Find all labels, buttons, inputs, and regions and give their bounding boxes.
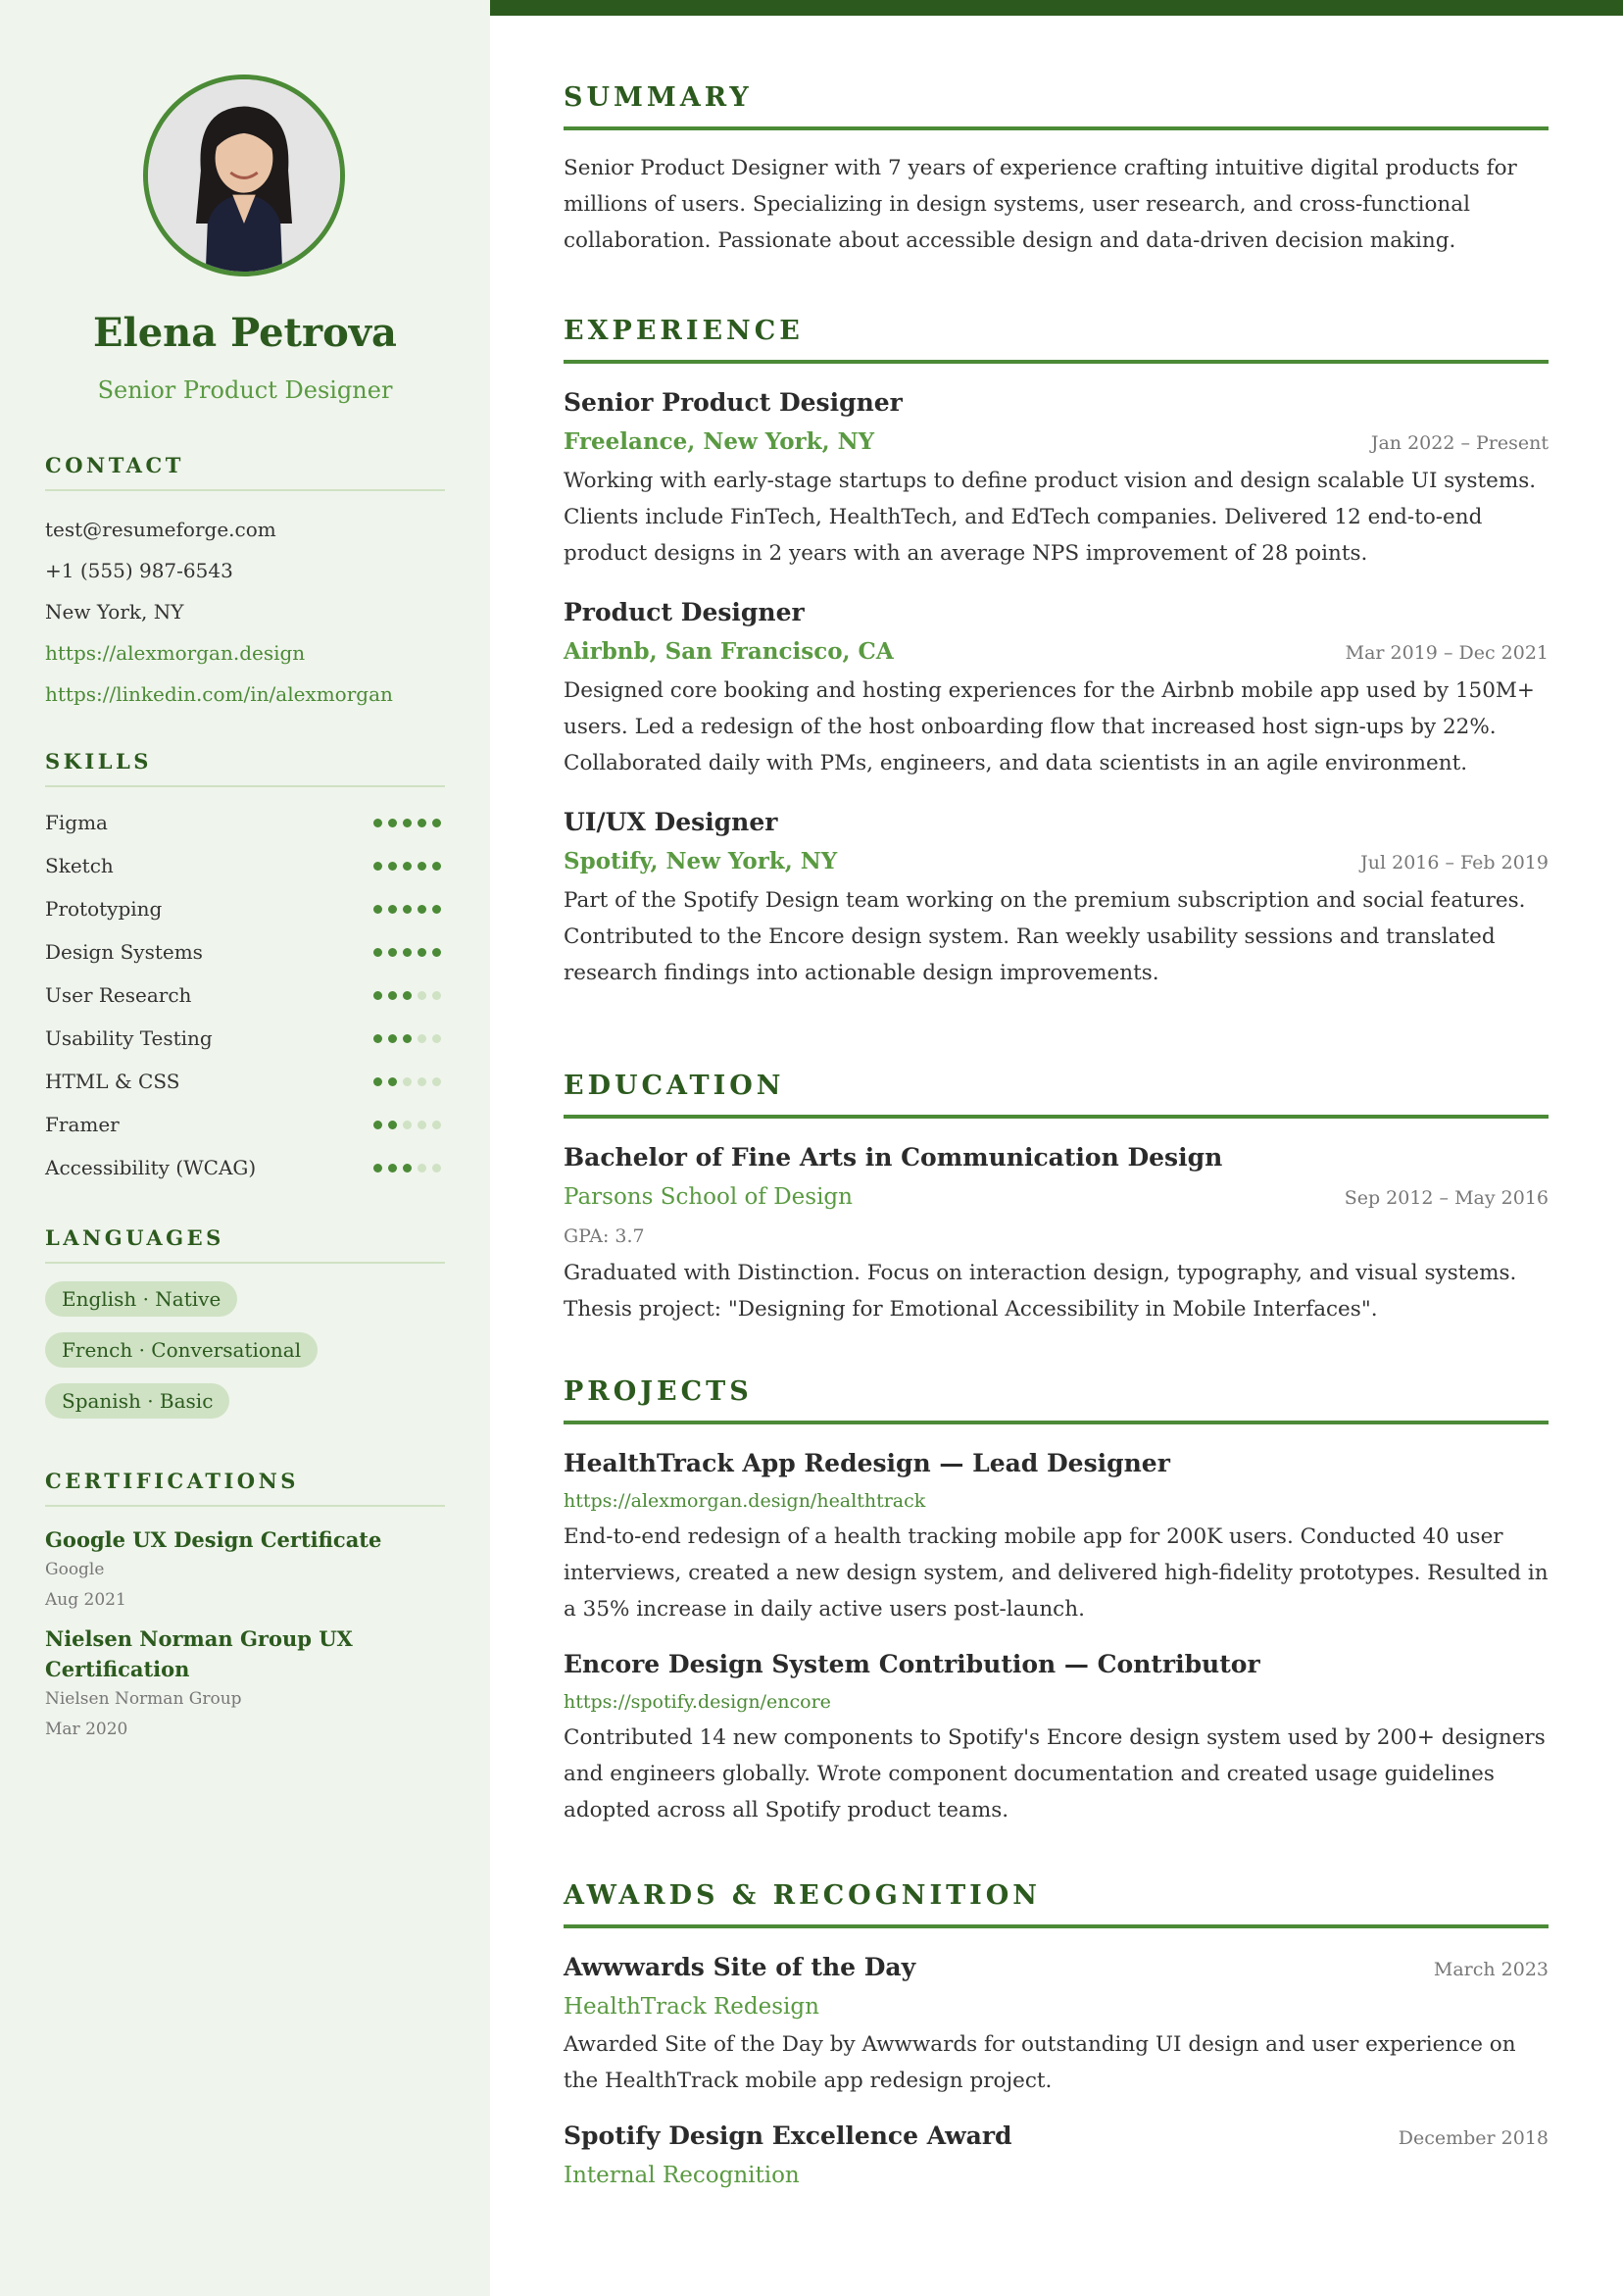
project-title: HealthTrack App Redesign — Lead Designer bbox=[564, 1449, 1170, 1477]
rating-dot-filled-icon bbox=[418, 905, 426, 914]
sidebar bbox=[0, 0, 490, 2296]
skill-rating bbox=[373, 862, 441, 871]
certification-item bbox=[45, 1524, 445, 1616]
language-pill: Spanish · Basic bbox=[45, 1383, 229, 1419]
rating-dot-empty-icon bbox=[418, 1121, 426, 1129]
rating-dot-empty-icon bbox=[432, 1034, 441, 1043]
award-date: December 2018 bbox=[1398, 2127, 1549, 2149]
experience-section bbox=[564, 316, 1549, 991]
skill-row bbox=[45, 930, 445, 973]
rating-dot-filled-icon bbox=[373, 1164, 382, 1173]
rating-dot-empty-icon bbox=[432, 1164, 441, 1173]
skill-rating bbox=[373, 819, 441, 827]
job-title: UI/UX Designer bbox=[564, 808, 778, 836]
skill-row bbox=[45, 1017, 445, 1060]
rating-dot-filled-icon bbox=[403, 948, 412, 957]
school-name: Parsons School of Design bbox=[564, 1184, 853, 1210]
summary-heading: SUMMARY bbox=[564, 82, 1549, 130]
awards-heading: AWARDS & RECOGNITION bbox=[564, 1880, 1549, 1928]
rating-dot-filled-icon bbox=[388, 862, 397, 871]
rating-dot-empty-icon bbox=[403, 1077, 412, 1086]
experience-entry bbox=[564, 383, 1549, 572]
skill-rating bbox=[373, 948, 441, 957]
award-org: HealthTrack Redesign bbox=[564, 1994, 819, 2020]
projects-heading: PROJECTS bbox=[564, 1376, 1549, 1424]
skill-name: Prototyping bbox=[45, 897, 163, 921]
top-accent-bar bbox=[490, 0, 1623, 16]
summary-text: Senior Product Designer with 7 years of experience crafting intuitive digital products for millions of users. Specializing in design systems, user research, and cross-functional collaboration. Passionate about accessible design and data-driven decision making. bbox=[564, 156, 1517, 253]
certification-issuer: Nielsen Norman Group bbox=[45, 1689, 242, 1709]
contact-website-link[interactable]: https://alexmorgan.design bbox=[45, 641, 306, 665]
skill-rating bbox=[373, 1034, 441, 1043]
award-date: March 2023 bbox=[1433, 1959, 1549, 1980]
skill-name: Accessibility (WCAG) bbox=[45, 1156, 257, 1179]
avatar bbox=[143, 75, 345, 276]
rating-dot-empty-icon bbox=[418, 1077, 426, 1086]
rating-dot-filled-icon bbox=[432, 862, 441, 871]
job-description: Working with early-stage startups to define product vision and design scalable UI systems. Clients include FinTech, HealthTech, and EdTech companies. Delivered 12 end-to-end product designs in 2 years with an average NPS improvement of 28 points. bbox=[564, 469, 1537, 566]
skill-row bbox=[45, 844, 445, 887]
skill-name: Design Systems bbox=[45, 940, 203, 964]
rating-dot-filled-icon bbox=[373, 1121, 382, 1129]
rating-dot-filled-icon bbox=[388, 1121, 397, 1129]
skill-name: Framer bbox=[45, 1113, 120, 1136]
language-pill: French · Conversational bbox=[45, 1332, 318, 1368]
rating-dot-empty-icon bbox=[432, 1077, 441, 1086]
education-section bbox=[564, 1071, 1549, 1327]
job-title: Senior Product Designer bbox=[564, 388, 903, 417]
skill-row bbox=[45, 887, 445, 930]
project-entry bbox=[564, 1645, 1549, 1828]
rating-dot-filled-icon bbox=[373, 991, 382, 1000]
awards-section bbox=[564, 1880, 1549, 2195]
rating-dot-filled-icon bbox=[403, 1164, 412, 1173]
rating-dot-empty-icon bbox=[418, 1034, 426, 1043]
rating-dot-filled-icon bbox=[418, 948, 426, 957]
rating-dot-filled-icon bbox=[388, 1034, 397, 1043]
rating-dot-filled-icon bbox=[403, 991, 412, 1000]
award-title: Spotify Design Excellence Award bbox=[564, 2121, 1012, 2150]
skill-rating bbox=[373, 1164, 441, 1173]
rating-dot-filled-icon bbox=[373, 905, 382, 914]
skill-name: HTML & CSS bbox=[45, 1070, 180, 1093]
rating-dot-filled-icon bbox=[388, 819, 397, 827]
job-company: Spotify, New York, NY bbox=[564, 848, 838, 874]
summary-section bbox=[564, 82, 1549, 259]
award-title: Awwwards Site of the Day bbox=[564, 1953, 916, 1981]
rating-dot-filled-icon bbox=[403, 862, 412, 871]
project-description: End-to-end redesign of a health tracking mobile app for 200K users. Conducted 40 user interviews, created a new design system, and delivered high-fidelity prototypes. Resulted in a 35% increase in daily active users post-launch. bbox=[564, 1524, 1549, 1622]
skills-heading: SKILLS bbox=[45, 749, 445, 787]
languages-section bbox=[45, 1225, 445, 1434]
rating-dot-filled-icon bbox=[403, 1034, 412, 1043]
experience-entry bbox=[564, 593, 1549, 781]
contact-heading: CONTACT bbox=[45, 453, 445, 491]
certification-date: Aug 2021 bbox=[45, 1590, 126, 1610]
skill-row bbox=[45, 801, 445, 844]
skill-rating bbox=[373, 1077, 441, 1086]
project-link[interactable]: https://alexmorgan.design/healthtrack bbox=[564, 1490, 926, 1512]
experience-heading: EXPERIENCE bbox=[564, 316, 1549, 364]
rating-dot-filled-icon bbox=[373, 1077, 382, 1086]
certification-name: Google UX Design Certificate bbox=[45, 1527, 382, 1552]
rating-dot-filled-icon bbox=[432, 905, 441, 914]
experience-entry bbox=[564, 803, 1549, 991]
projects-section bbox=[564, 1376, 1549, 1828]
skill-name: Figma bbox=[45, 811, 108, 834]
profile-photo bbox=[148, 79, 340, 272]
rating-dot-empty-icon bbox=[418, 991, 426, 1000]
award-entry bbox=[564, 1948, 1549, 2099]
rating-dot-empty-icon bbox=[432, 1121, 441, 1129]
candidate-name: Elena Petrova bbox=[93, 310, 397, 356]
rating-dot-filled-icon bbox=[373, 948, 382, 957]
skill-name: Usability Testing bbox=[45, 1026, 213, 1050]
job-title: Product Designer bbox=[564, 598, 805, 626]
rating-dot-filled-icon bbox=[388, 991, 397, 1000]
contact-location: New York, NY bbox=[45, 600, 184, 624]
project-description: Contributed 14 new components to Spotify's Encore design system used by 200+ designers and engineers globally. Wrote component documentation and created usage guidelines adopted across all Spotify product teams. bbox=[564, 1725, 1546, 1822]
rating-dot-filled-icon bbox=[388, 905, 397, 914]
skill-row bbox=[45, 1060, 445, 1103]
rating-dot-filled-icon bbox=[432, 819, 441, 827]
skill-name: User Research bbox=[45, 983, 192, 1007]
education-dates: Sep 2012 – May 2016 bbox=[1344, 1187, 1549, 1209]
gpa: GPA: 3.7 bbox=[564, 1225, 645, 1247]
certifications-section bbox=[45, 1469, 445, 1753]
skills-list bbox=[45, 801, 445, 1189]
skill-rating bbox=[373, 905, 441, 914]
rating-dot-empty-icon bbox=[403, 1121, 412, 1129]
rating-dot-filled-icon bbox=[432, 948, 441, 957]
skill-row bbox=[45, 1146, 445, 1189]
rating-dot-empty-icon bbox=[432, 991, 441, 1000]
award-entry bbox=[564, 2117, 1549, 2195]
job-dates: Jul 2016 – Feb 2019 bbox=[1360, 852, 1549, 873]
award-org: Internal Recognition bbox=[564, 2163, 800, 2188]
rating-dot-empty-icon bbox=[418, 1164, 426, 1173]
skill-name: Sketch bbox=[45, 854, 114, 877]
education-entry bbox=[564, 1138, 1549, 1327]
certification-issuer: Google bbox=[45, 1560, 105, 1579]
job-company: Airbnb, San Francisco, CA bbox=[564, 638, 894, 665]
project-entry bbox=[564, 1444, 1549, 1627]
certification-date: Mar 2020 bbox=[45, 1720, 128, 1739]
project-link[interactable]: https://spotify.design/encore bbox=[564, 1691, 831, 1713]
certification-name: Nielsen Norman Group UX Certification bbox=[45, 1626, 353, 1681]
education-heading: EDUCATION bbox=[564, 1071, 1549, 1119]
languages-heading: LANGUAGES bbox=[45, 1225, 445, 1264]
rating-dot-filled-icon bbox=[418, 819, 426, 827]
skills-section bbox=[45, 749, 445, 1189]
rating-dot-filled-icon bbox=[403, 905, 412, 914]
job-description: Part of the Spotify Design team working on the premium subscription and social features. Contributed to the Encore design system. Ran weekly usability sessions and translated research findings into actionable design improvements. bbox=[564, 888, 1526, 985]
rating-dot-filled-icon bbox=[388, 1164, 397, 1173]
rating-dot-filled-icon bbox=[373, 819, 382, 827]
rating-dot-filled-icon bbox=[388, 948, 397, 957]
job-description: Designed core booking and hosting experiences for the Airbnb mobile app used by 150M+ users. Led a redesign of the host onboarding flow that increased host sign-ups by 22%. Collaborated daily with PMs, engineers, and data scientists in an agile environment. bbox=[564, 678, 1535, 775]
contact-phone[interactable]: +1 (555) 987-6543 bbox=[45, 559, 233, 582]
skill-rating bbox=[373, 1121, 441, 1129]
rating-dot-filled-icon bbox=[373, 862, 382, 871]
certifications-heading: CERTIFICATIONS bbox=[45, 1469, 445, 1507]
contact-linkedin-link[interactable]: https://linkedin.com/in/alexmorgan bbox=[45, 682, 393, 706]
language-pill: English · Native bbox=[45, 1281, 237, 1317]
education-description: Graduated with Distinction. Focus on interaction design, typography, and visual systems. Thesis project: "Designing for Emotional Accessibility in Mobile Interfaces". bbox=[564, 1261, 1517, 1322]
degree-title: Bachelor of Fine Arts in Communication Design bbox=[564, 1143, 1223, 1172]
job-company: Freelance, New York, NY bbox=[564, 428, 875, 455]
job-dates: Mar 2019 – Dec 2021 bbox=[1345, 642, 1549, 664]
certification-item bbox=[45, 1623, 445, 1745]
skill-rating bbox=[373, 991, 441, 1000]
project-title: Encore Design System Contribution — Contributor bbox=[564, 1650, 1260, 1678]
contact-email[interactable]: test@resumeforge.com bbox=[45, 518, 276, 541]
rating-dot-filled-icon bbox=[403, 819, 412, 827]
skill-row bbox=[45, 973, 445, 1017]
rating-dot-filled-icon bbox=[388, 1077, 397, 1086]
rating-dot-filled-icon bbox=[373, 1034, 382, 1043]
rating-dot-filled-icon bbox=[418, 862, 426, 871]
job-dates: Jan 2022 – Present bbox=[1370, 432, 1549, 454]
candidate-title: Senior Product Designer bbox=[97, 376, 393, 404]
skill-row bbox=[45, 1103, 445, 1146]
contact-section bbox=[45, 453, 445, 715]
award-description: Awarded Site of the Day by Awwwards for outstanding UI design and user experience on the HealthTrack mobile app redesign project. bbox=[564, 2032, 1516, 2093]
